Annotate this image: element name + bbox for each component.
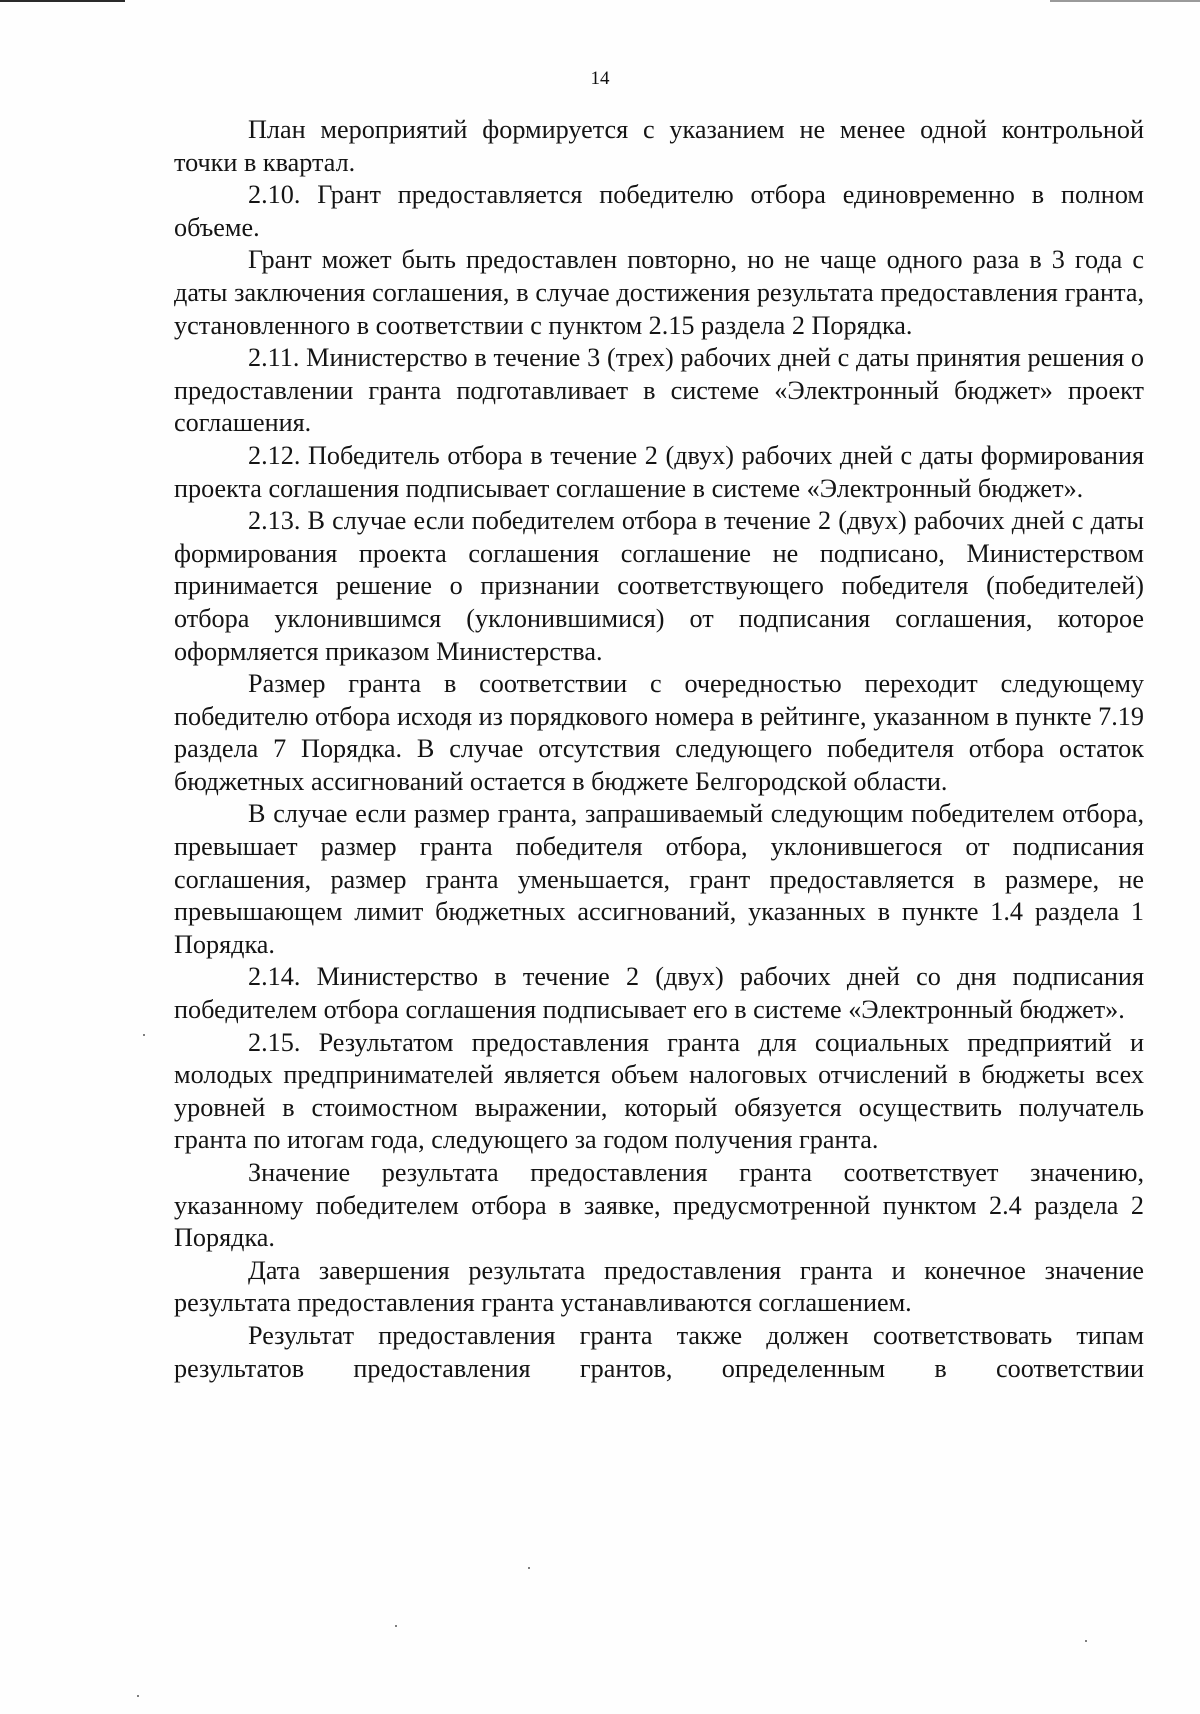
scan-edge-mark <box>1050 0 1200 2</box>
paragraph: Значение результата предоставления гранта соответствует значению, указанному победителем отбора в заявке, предусмотренной пунктом 2.4 раздела 2 Порядка. <box>174 1158 1144 1253</box>
paragraph: Результат предоставления гранта также должен соответствовать типам результатов предоставления грантов, определенным в соответствии <box>174 1320 1144 1383</box>
page-number: 14 <box>590 68 610 89</box>
paragraph: 2.10. Грант предоставляется победителю отбора единовременно в полном объеме. <box>174 180 1144 242</box>
paragraph: План мероприятий формируется с указанием не менее одной контрольной точки в квартал. <box>174 115 1144 177</box>
scan-speck <box>395 1625 397 1627</box>
scan-edge-mark <box>0 0 125 2</box>
document-body <box>174 114 1144 1385</box>
paragraph: 2.12. Победитель отбора в течение 2 (двух) рабочих дней с даты формирования проекта соглашения подписывает соглашение в системе «Электронный бюджет». <box>174 440 1144 503</box>
paragraph: Размер гранта в соответствии с очередностью переходит следующему победителю отбора исходя из порядкового номера в рейтинге, указанном в пункте 7.19 раздела 7 Порядка. В случае отсутствия следующего победителя отбора остаток бюджетных ассигнований остается в бюджете Белгородской области. <box>174 669 1144 796</box>
paragraph: 2.11. Министерство в течение 3 (трех) рабочих дней с даты принятия решения о предоставлении гранта подготавливает в системе «Электронный бюджет» проект соглашения. <box>174 343 1144 438</box>
paragraph: В случае если размер гранта, запрашиваемый следующим победителем отбора, превышает размер гранта победителя отбора, уклонившегося от подписания соглашения, размер гранта уменьшается, грант предоставляется в размере, не превышающем лимит бюджетных ассигнований, указанных в пункте 1.4 раздела 1 Порядка. <box>174 799 1144 959</box>
scan-speck <box>137 1695 139 1697</box>
scan-speck <box>1085 1640 1087 1642</box>
paragraph: 2.13. В случае если победителем отбора в течение 2 (двух) рабочих дней с даты формирования проекта соглашения соглашение не подписано, Министерством принимается решение о признании соответствующего победителя (победителей) отбора уклонившимся (уклонившимися) от подписания соглашения, которое оформляется приказом Министерства. <box>174 506 1144 666</box>
paragraph: Грант может быть предоставлен повторно, но не чаще одного раза в 3 года с даты заключения соглашения, в случае достижения результата предоставления гранта, установленного в соответствии с пунктом 2.15 раздела 2 Порядка. <box>174 245 1144 340</box>
scan-speck <box>143 1034 145 1036</box>
paragraph: 2.15. Результатом предоставления гранта для социальных предприятий и молодых предпринимателей является объем налоговых отчислений в бюджеты всех уровней в стоимостном выражении, который обязуется осуществить получатель гранта по итогам года, следующего за годом получения гранта. <box>174 1027 1144 1155</box>
paragraph: 2.14. Министерство в течение 2 (двух) рабочих дней со дня подписания победителем отбора соглашения подписывает его в системе «Электронный бюджет». <box>174 962 1144 1025</box>
paragraph: Дата завершения результата предоставления гранта и конечное значение результата предоставления гранта устанавливаются соглашением. <box>174 1255 1144 1318</box>
scan-speck <box>528 1567 530 1569</box>
